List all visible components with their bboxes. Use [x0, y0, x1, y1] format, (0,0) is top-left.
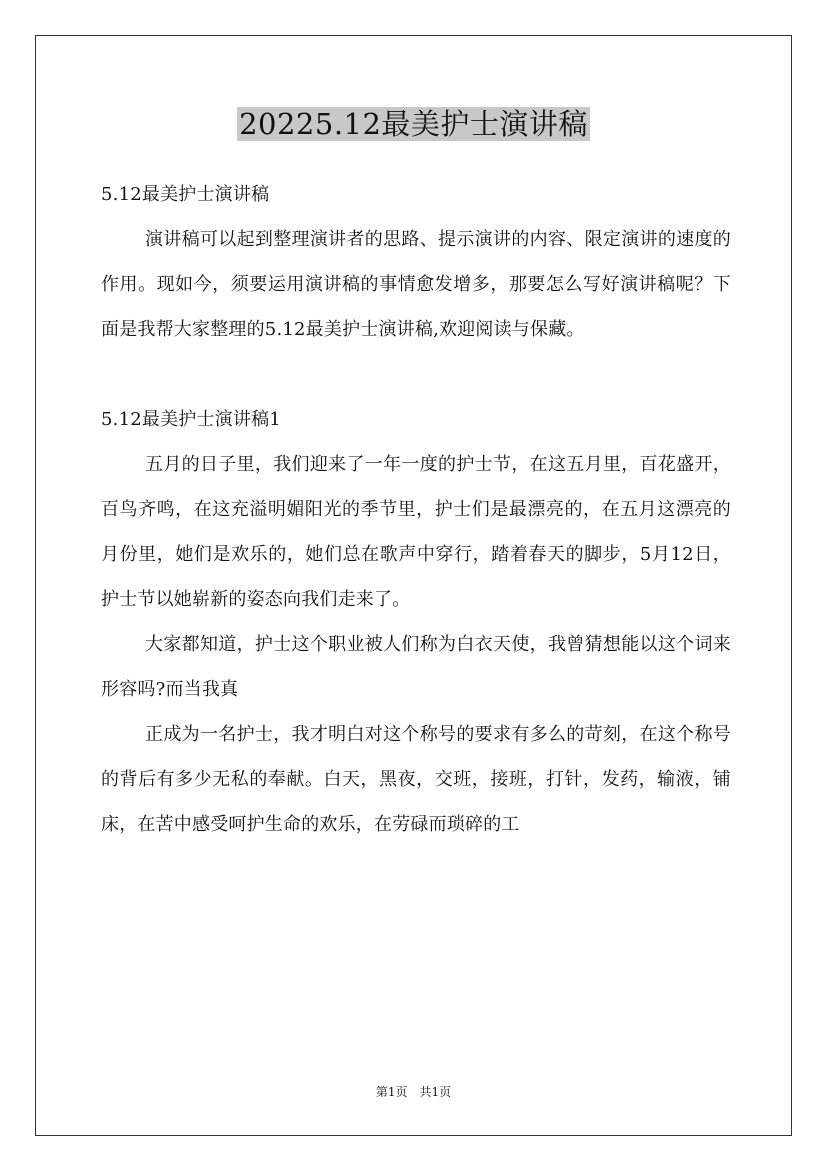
- blank-line: [101, 352, 731, 397]
- section-heading-speech-1: 5.12最美护士演讲稿1: [101, 409, 281, 430]
- section-heading-intro: 5.12最美护士演讲稿: [101, 184, 270, 205]
- paragraph-intro: 演讲稿可以起到整理演讲者的思路、提示演讲的内容、限定演讲的速度的作用。现如今，须要运用演讲稿的事情愈发增多，那要怎么写好演讲稿呢？下面是我帮大家整理的5.12最美护士演讲稿,欢迎阅读与保藏。: [101, 229, 731, 340]
- document-title-text: 20225.12最美护士演讲稿: [239, 107, 588, 141]
- paragraph-may: 五月的日子里，我们迎来了一年一度的护士节，在这五月里，百花盛开，百鸟齐鸣，在这充溢明媚阳光的季节里，护士们是最漂亮的，在五月这漂亮的月份里，她们是欢乐的，她们总在歌声中穿行，踏着春天的脚步，5月12日，护士节以她崭新的姿态向我们走来了。: [101, 454, 731, 610]
- document-body: [101, 172, 731, 847]
- page-number-footer: 第1页 共1页: [375, 1085, 452, 1099]
- paragraph-becoming-nurse: 正成为一名护士，我才明白对这个称号的要求有多么的苛刻，在这个称号的背后有多少无私的奉献。白天，黑夜，交班，接班，打针，发药，输液，铺床，在苦中感受呵护生命的欢乐，在劳碌而琐碎的工: [101, 724, 731, 835]
- paragraph-white-angel: 大家都知道，护士这个职业被人们称为白衣天使，我曾猜想能以这个词来形容吗?而当我真: [101, 634, 731, 700]
- document-title: [0, 98, 827, 150]
